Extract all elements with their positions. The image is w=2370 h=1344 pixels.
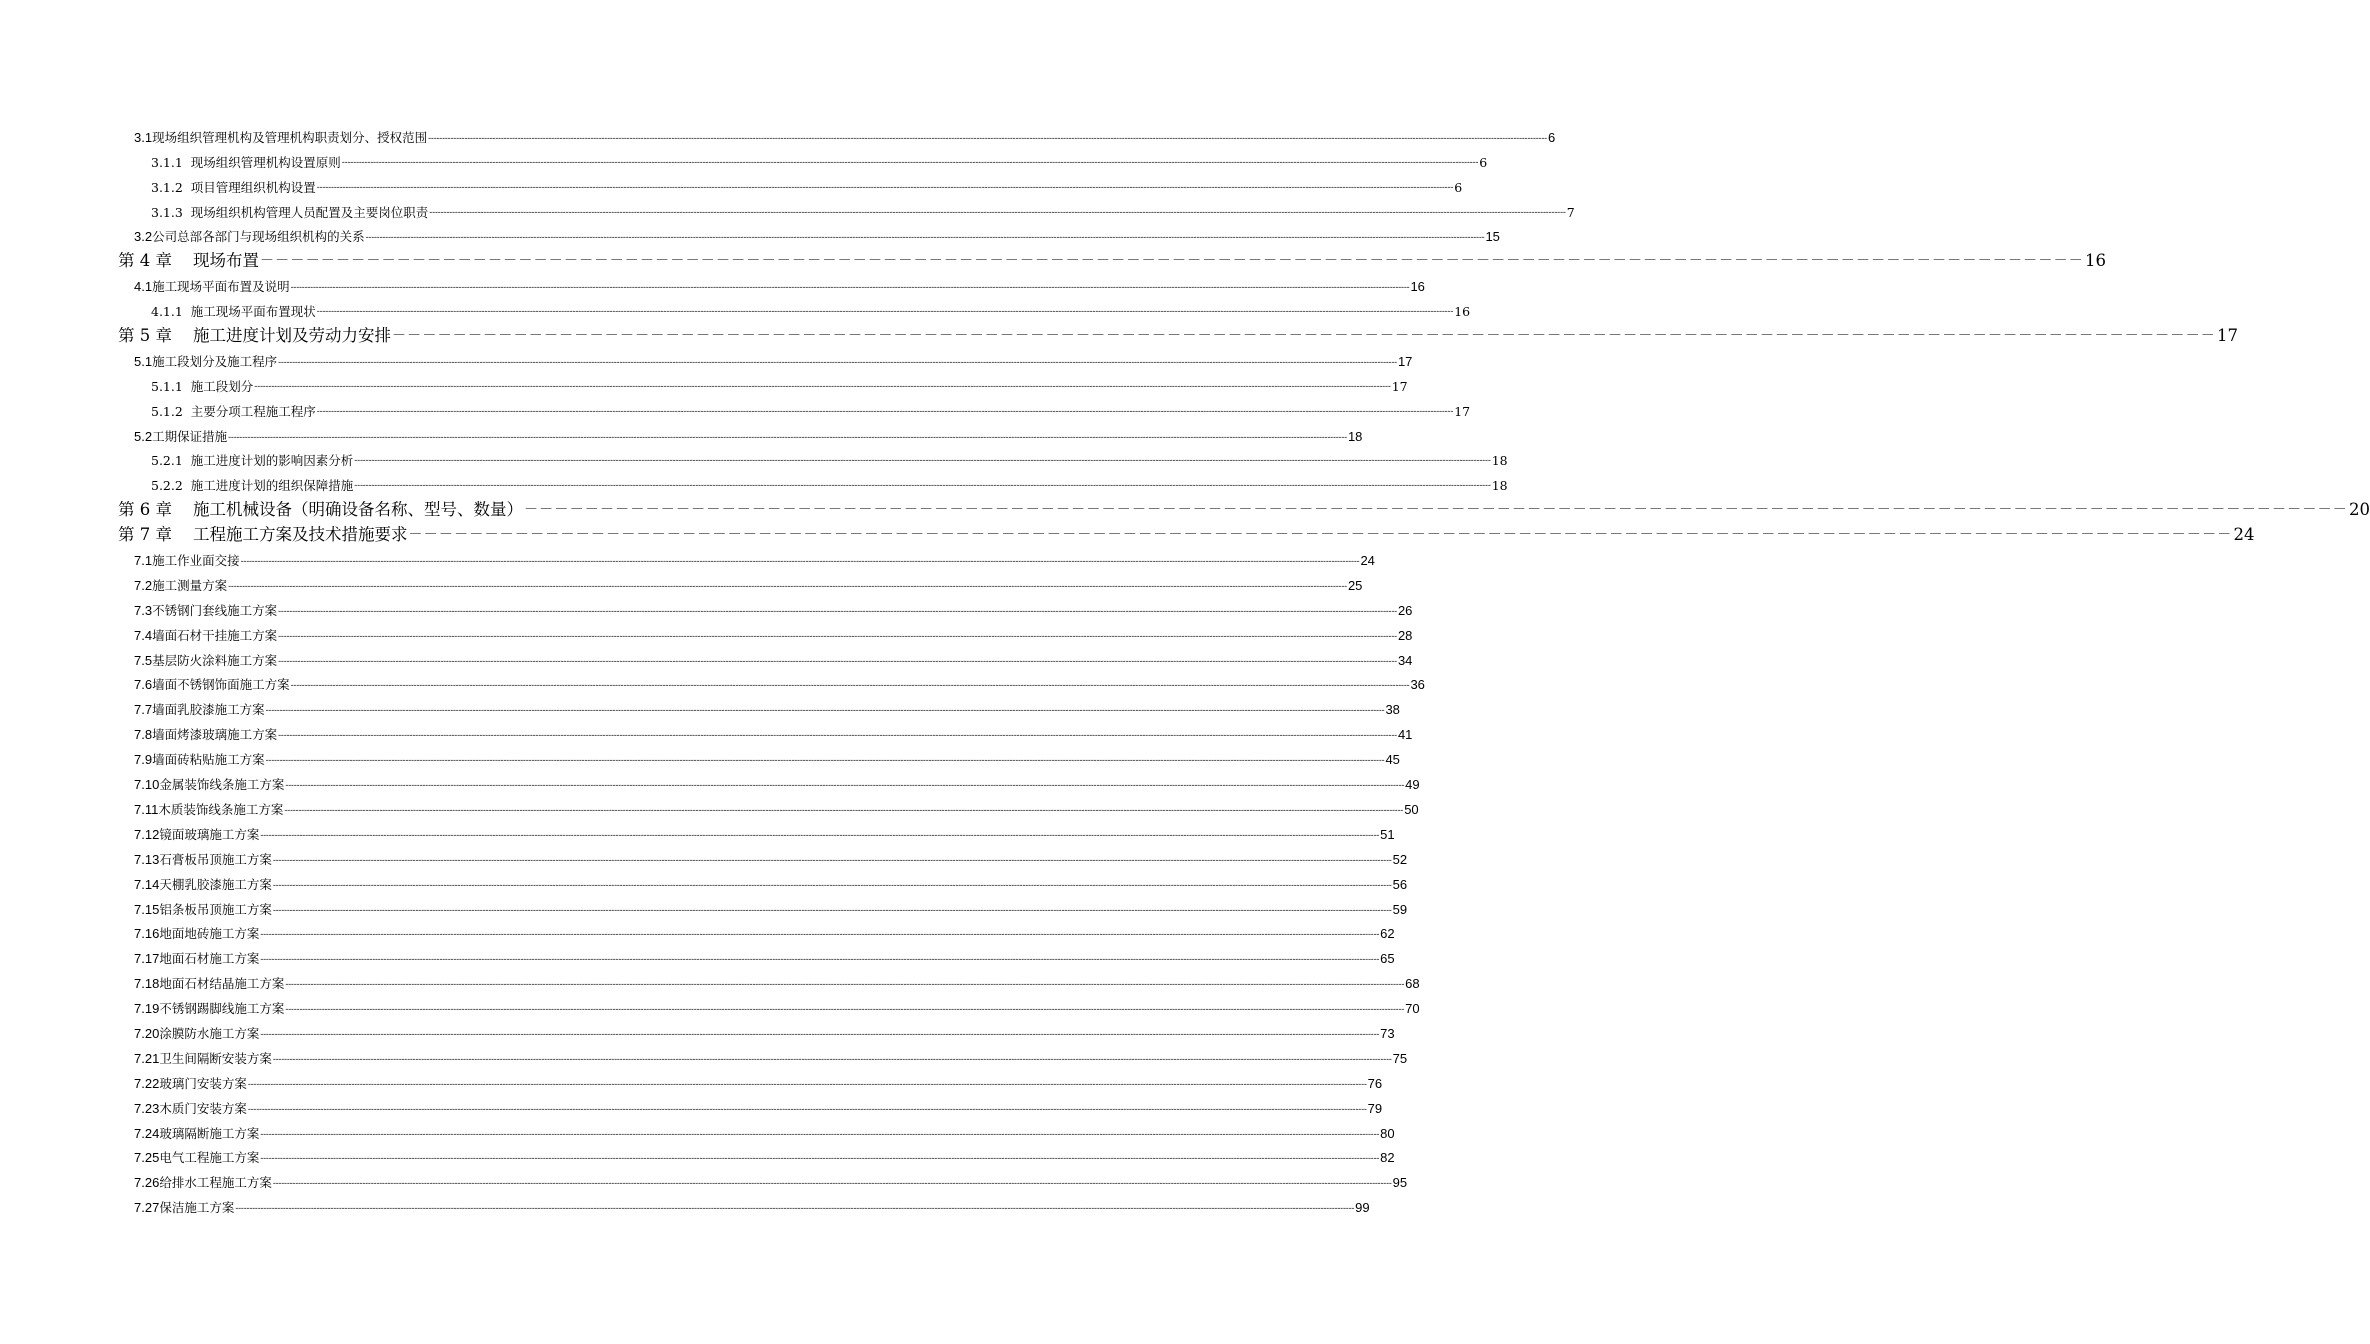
dot-leader: ---------------------------------------------------------------------------------------------------------------------------------------------------------------------------------------------------------------------------------------------------------------------------------------------------------------------------------------------------------------------------------------------------------------- [260,1128,1380,1139]
toc-entry-number: 3.2 [134,229,153,245]
toc-entry-number: 7.14 [134,876,160,892]
toc-entry-title: 施工现场平面布置现状 [190,304,316,320]
toc-entry[interactable] [134,1168,1408,1193]
toc-entry[interactable] [134,1144,1395,1169]
toc-entry[interactable] [134,621,1413,646]
toc-entry-title: 地面地砖施工方案 [159,926,260,942]
toc-entry-title: 涂膜防水施工方案 [159,1025,260,1041]
dot-leader: ---------------------------------------------------------------------------------------------------------------------------------------------------------------------------------------------------------------------------------------------------------------------------------------------------------------------------------------------------------------------------------------------------------------- [365,232,1485,243]
dot-leader: ---------------------------------------------------------------------------------------------------------------------------------------------------------------------------------------------------------------------------------------------------------------------------------------------------------------------------------------------------------------------------------------------------------------- [278,356,1397,367]
toc-entry-page-number: 70 [1405,1001,1420,1017]
toc-entry-spacer [183,402,191,422]
toc-entry-page-number: 41 [1397,727,1413,743]
toc-entry-number: 7.25 [134,1150,160,1166]
dot-leader: ---------------------------------------------------------------------------------------------------------------------------------------------------------------------------------------------------------------------------------------------------------------------------------------------------------------------------------------------------------------------------------------------------------------- [272,879,1392,890]
toc-entry[interactable] [134,870,1408,895]
toc-entry-page-number: 73 [1380,1025,1395,1041]
toc-entry-number: 7.15 [134,901,160,917]
toc-entry-title: 公司总部各部门与现场组织机构的关系 [152,229,365,245]
toc-entry-number: 7.2 [134,577,153,593]
toc-entry-title: 施工段划分及施工程序 [152,353,278,369]
toc-entry-spacer [172,250,193,272]
dot-leader: ---------------------------------------------------------------------------------------------------------------------------------------------------------------------------------------------------------------------------------------------------------------------------------------------------------------------------------------------------------------------------------------------------------------- [278,655,1397,666]
toc-entry-title: 现场组织管理机构及管理机构职责划分、授权范围 [152,129,428,145]
dot-leader: －－－－－－－－－－－－－－－－－－－－－－－－－－－－－－－－－－－－－－－－－－－－－－－－－－－－－－－－－－－－－－－－－－－－－－－－－－－－－－－－－－－－－－－－－－－－－－－－－－－－－－－－－－－－－－－－－－－－－－－－ [259,253,2084,270]
toc-entry-title: 基层防火涂料施工方案 [152,652,278,668]
toc-entry-number: 4.1 [134,279,153,295]
toc-entry-number: 7.18 [134,976,160,992]
toc-entry[interactable] [134,845,1408,870]
dot-leader: ---------------------------------------------------------------------------------------------------------------------------------------------------------------------------------------------------------------------------------------------------------------------------------------------------------------------------------------------------------------------------------------------------------------- [260,1028,1380,1039]
toc-entry-title: 施工进度计划及劳动力安排 [192,326,391,346]
toc-entry[interactable] [134,1094,1383,1119]
toc-entry[interactable] [151,397,1471,422]
toc-chapter-entry[interactable] [118,496,2370,521]
toc-entry-number: 7.11 [134,801,159,817]
toc-entry-page-number: 45 [1385,752,1400,768]
toc-entry[interactable] [134,123,1556,148]
toc-entry[interactable] [134,347,1413,372]
toc-entry-page-number: 24 [1360,553,1375,569]
toc-chapter-entry[interactable] [118,521,2255,546]
toc-entry[interactable] [134,671,1425,696]
toc-entry-title: 施工进度计划的影响因素分析 [190,453,354,469]
toc-entry-page-number: 26 [1397,602,1413,618]
dot-leader: －－－－－－－－－－－－－－－－－－－－－－－－－－－－－－－－－－－－－－－－－－－－－－－－－－－－－－－－－－－－－－－－－－－－－－－－－－－－－－－－－－－－－－－－－－－－－－－－－－－－－－－－－－－－－－－－－－－－－－－－ [523,502,2348,519]
toc-entry[interactable] [134,571,1363,596]
toc-entry-page-number: 50 [1404,801,1419,817]
dot-leader: ---------------------------------------------------------------------------------------------------------------------------------------------------------------------------------------------------------------------------------------------------------------------------------------------------------------------------------------------------------------------------------------------------------------- [247,1103,1367,1114]
toc-entry[interactable] [134,944,1395,969]
dot-leader: －－－－－－－－－－－－－－－－－－－－－－－－－－－－－－－－－－－－－－－－－－－－－－－－－－－－－－－－－－－－－－－－－－－－－－－－－－－－－－－－－－－－－－－－－－－－－－－－－－－－－－－－－－－－－－－－－－－－－－－－ [391,328,2216,345]
toc-entry[interactable] [151,372,1408,397]
toc-entry-page-number: 68 [1405,976,1420,992]
toc-entry[interactable] [134,895,1408,920]
dot-leader: ---------------------------------------------------------------------------------------------------------------------------------------------------------------------------------------------------------------------------------------------------------------------------------------------------------------------------------------------------------------------------------------------------------------- [272,904,1392,915]
toc-entry-title: 电气工程施工方案 [159,1150,260,1166]
toc-entry-spacer [172,499,193,521]
dot-leader: ---------------------------------------------------------------------------------------------------------------------------------------------------------------------------------------------------------------------------------------------------------------------------------------------------------------------------------------------------------------------------------------------------------------- [265,755,1385,766]
toc-entry-page-number: 25 [1347,577,1363,593]
dot-leader: ---------------------------------------------------------------------------------------------------------------------------------------------------------------------------------------------------------------------------------------------------------------------------------------------------------------------------------------------------------------------------------------------------------------- [341,157,1479,168]
dot-leader: ---------------------------------------------------------------------------------------------------------------------------------------------------------------------------------------------------------------------------------------------------------------------------------------------------------------------------------------------------------------------------------------------------------------- [285,1004,1405,1015]
toc-entry-number: 7.19 [134,1001,160,1017]
toc-entry-page-number: 6 [1547,129,1556,145]
dot-leader: ---------------------------------------------------------------------------------------------------------------------------------------------------------------------------------------------------------------------------------------------------------------------------------------------------------------------------------------------------------------------------------------------------------------- [260,954,1380,965]
toc-entry-title: 铝条板吊顶施工方案 [159,901,272,917]
toc-entry-title: 地面石材施工方案 [159,951,260,967]
toc-entry-page-number: 18 [1491,453,1508,469]
toc-entry-number: 3.1 [134,129,153,145]
toc-entry-page-number: 65 [1380,951,1395,967]
dot-leader: ---------------------------------------------------------------------------------------------------------------------------------------------------------------------------------------------------------------------------------------------------------------------------------------------------------------------------------------------------------------------------------------------------------------- [284,804,1404,815]
toc-entry-number: 7.7 [134,702,153,718]
toc-entry-number: 7.27 [134,1200,160,1216]
toc-entry-page-number: 17 [1391,378,1408,394]
dot-leader: ---------------------------------------------------------------------------------------------------------------------------------------------------------------------------------------------------------------------------------------------------------------------------------------------------------------------------------------------------------------------------------------------------------------- [429,207,1566,218]
dot-leader: ---------------------------------------------------------------------------------------------------------------------------------------------------------------------------------------------------------------------------------------------------------------------------------------------------------------------------------------------------------------------------------------------------------------- [235,1203,1355,1214]
toc-entry[interactable] [134,1069,1383,1094]
toc-entry-page-number: 17 [1454,403,1471,419]
table-of-contents [0,123,2370,1218]
toc-entry-title: 不锈钢踢脚线施工方案 [159,1001,285,1017]
toc-entry-number: 第 6 章 [118,500,172,520]
toc-entry[interactable] [151,148,1488,173]
toc-entry-number: 7.26 [134,1175,160,1191]
toc-entry-number: 7.20 [134,1025,160,1041]
toc-entry-title: 现场组织机构管理人员配置及主要岗位职责 [190,204,429,220]
toc-entry[interactable] [134,546,1375,571]
toc-entry-spacer [183,153,191,173]
toc-entry-page-number: 75 [1392,1050,1408,1066]
toc-entry-number: 7.9 [134,752,153,768]
dot-leader: ---------------------------------------------------------------------------------------------------------------------------------------------------------------------------------------------------------------------------------------------------------------------------------------------------------------------------------------------------------------------------------------------------------------- [260,829,1380,840]
toc-entry-page-number: 56 [1392,876,1408,892]
toc-entry-title: 卫生间隔断安装方案 [159,1050,272,1066]
toc-entry[interactable] [134,969,1420,994]
dot-leader: ---------------------------------------------------------------------------------------------------------------------------------------------------------------------------------------------------------------------------------------------------------------------------------------------------------------------------------------------------------------------------------------------------------------- [260,1153,1380,1164]
toc-entry-page-number: 6 [1454,179,1463,195]
dot-leader: ---------------------------------------------------------------------------------------------------------------------------------------------------------------------------------------------------------------------------------------------------------------------------------------------------------------------------------------------------------------------------------------------------------------- [278,730,1397,741]
toc-entry-title: 工期保证措施 [152,428,228,444]
toc-entry-page-number: 15 [1485,229,1500,245]
toc-entry-page-number: 59 [1392,901,1408,917]
toc-entry-page-number: 6 [1479,154,1488,170]
toc-entry-page-number: 17 [1397,353,1413,369]
dot-leader: ---------------------------------------------------------------------------------------------------------------------------------------------------------------------------------------------------------------------------------------------------------------------------------------------------------------------------------------------------------------------------------------------------------------- [272,1178,1392,1189]
toc-chapter-entry[interactable] [118,247,2106,272]
toc-entry-title: 不锈钢门套线施工方案 [152,602,278,618]
toc-entry-number: 5.1 [134,353,153,369]
toc-entry-title: 木质门安装方案 [159,1100,247,1116]
toc-entry-number: 7.21 [134,1050,160,1066]
dot-leader: ---------------------------------------------------------------------------------------------------------------------------------------------------------------------------------------------------------------------------------------------------------------------------------------------------------------------------------------------------------------------------------------------------------------- [316,307,1454,318]
toc-entry[interactable] [134,1119,1395,1144]
toc-entry-number: 第 4 章 [118,251,172,271]
toc-entry-number: 5.1.1 [151,378,183,394]
toc-entry-number: 5.2.1 [151,453,183,469]
toc-entry-page-number: 99 [1355,1200,1370,1216]
dot-leader: ---------------------------------------------------------------------------------------------------------------------------------------------------------------------------------------------------------------------------------------------------------------------------------------------------------------------------------------------------------------------------------------------------------------- [290,680,1410,691]
toc-entry-page-number: 79 [1367,1100,1383,1116]
toc-chapter-entry[interactable] [118,322,2238,347]
dot-leader: ---------------------------------------------------------------------------------------------------------------------------------------------------------------------------------------------------------------------------------------------------------------------------------------------------------------------------------------------------------------------------------------------------------------- [354,481,1491,492]
toc-entry-page-number: 36 [1410,677,1425,693]
toc-entry[interactable] [134,1044,1408,1069]
toc-entry-page-number: 7 [1566,204,1575,220]
toc-entry-page-number: 51 [1380,826,1395,842]
toc-entry-title: 地面石材结晶施工方案 [159,976,285,992]
toc-entry-number: 5.2.2 [151,478,183,494]
toc-entry-title: 主要分项工程施工程序 [190,403,316,419]
toc-entry[interactable] [151,471,1508,496]
toc-entry[interactable] [134,795,1419,820]
dot-leader: ---------------------------------------------------------------------------------------------------------------------------------------------------------------------------------------------------------------------------------------------------------------------------------------------------------------------------------------------------------------------------------------------------------------- [290,282,1410,293]
toc-entry-number: 7.5 [134,652,153,668]
toc-entry-page-number: 62 [1380,926,1395,942]
toc-entry[interactable] [134,1193,1370,1218]
toc-entry-number: 7.10 [134,777,160,793]
toc-entry-number: 3.1.1 [151,154,183,170]
toc-entry-spacer [172,325,193,347]
toc-entry-number: 第 5 章 [118,326,172,346]
toc-entry-number: 7.16 [134,926,160,942]
toc-entry-page-number: 52 [1392,851,1408,867]
toc-entry-page-number: 34 [1397,652,1413,668]
dot-leader: ---------------------------------------------------------------------------------------------------------------------------------------------------------------------------------------------------------------------------------------------------------------------------------------------------------------------------------------------------------------------------------------------------------------- [428,132,1547,143]
toc-entry-page-number: 80 [1380,1125,1395,1141]
dot-leader: ---------------------------------------------------------------------------------------------------------------------------------------------------------------------------------------------------------------------------------------------------------------------------------------------------------------------------------------------------------------------------------------------------------------- [285,979,1405,990]
toc-entry-title: 工程施工方案及技术措施要求 [192,525,408,545]
toc-entry-title: 玻璃隔断施工方案 [159,1125,260,1141]
toc-entry-title: 给排水工程施工方案 [159,1175,272,1191]
toc-entry[interactable] [134,422,1363,447]
toc-entry-number: 7.23 [134,1100,160,1116]
toc-entry-page-number: 24 [2233,525,2255,545]
toc-entry-title: 墙面乳胶漆施工方案 [152,702,265,718]
toc-entry-number: 5.1.2 [151,403,183,419]
toc-entry-title: 镜面玻璃施工方案 [159,826,260,842]
toc-entry[interactable] [151,198,1575,223]
dot-leader: ---------------------------------------------------------------------------------------------------------------------------------------------------------------------------------------------------------------------------------------------------------------------------------------------------------------------------------------------------------------------------------------------------------------- [316,182,1454,193]
dot-leader: ---------------------------------------------------------------------------------------------------------------------------------------------------------------------------------------------------------------------------------------------------------------------------------------------------------------------------------------------------------------------------------------------------------------- [278,605,1397,616]
toc-entry-title: 施工进度计划的组织保障措施 [190,478,354,494]
toc-entry-number: 第 7 章 [118,525,172,545]
toc-entry-title: 施工现场平面布置及说明 [152,279,290,295]
toc-entry[interactable] [134,596,1413,621]
toc-entry[interactable] [134,770,1420,795]
toc-entry-title: 项目管理组织机构设置 [190,179,316,195]
toc-entry-spacer [183,377,191,397]
toc-entry-number: 7.24 [134,1125,160,1141]
toc-entry-page-number: 82 [1380,1150,1395,1166]
dot-leader: ---------------------------------------------------------------------------------------------------------------------------------------------------------------------------------------------------------------------------------------------------------------------------------------------------------------------------------------------------------------------------------------------------------------- [272,854,1392,865]
toc-entry-number: 3.1.3 [151,204,183,220]
toc-entry-title: 施工测量方案 [152,577,228,593]
dot-leader: －－－－－－－－－－－－－－－－－－－－－－－－－－－－－－－－－－－－－－－－－－－－－－－－－－－－－－－－－－－－－－－－－－－－－－－－－－－－－－－－－－－－－－－－－－－－－－－－－－－－－－－－－－－－－－－－－－－－－－－－ [408,527,2233,544]
dot-leader: ---------------------------------------------------------------------------------------------------------------------------------------------------------------------------------------------------------------------------------------------------------------------------------------------------------------------------------------------------------------------------------------------------------------- [354,456,1491,467]
toc-entry-title: 墙面不锈钢饰面施工方案 [152,677,290,693]
dot-leader: ---------------------------------------------------------------------------------------------------------------------------------------------------------------------------------------------------------------------------------------------------------------------------------------------------------------------------------------------------------------------------------------------------------------- [260,929,1380,940]
toc-entry-title: 施工段划分 [190,378,254,394]
dot-leader: ---------------------------------------------------------------------------------------------------------------------------------------------------------------------------------------------------------------------------------------------------------------------------------------------------------------------------------------------------------------------------------------------------------------- [265,705,1385,716]
toc-entry-title: 墙面烤漆玻璃施工方案 [152,727,278,743]
toc-entry[interactable] [134,994,1420,1019]
toc-entry-title: 施工作业面交接 [152,553,240,569]
toc-entry-number: 5.2 [134,428,153,444]
toc-entry-title: 玻璃门安装方案 [159,1075,247,1091]
toc-entry-title: 墙面砖粘贴施工方案 [152,752,265,768]
toc-entry-page-number: 49 [1405,777,1420,793]
toc-entry-spacer [183,178,191,198]
toc-entry-title: 现场布置 [192,251,259,271]
toc-entry-spacer [183,451,191,471]
toc-entry[interactable] [134,745,1400,770]
toc-entry-title: 天棚乳胶漆施工方案 [159,876,272,892]
toc-entry-page-number: 20 [2348,500,2370,520]
toc-entry-page-number: 16 [1454,304,1471,320]
toc-entry-number: 7.12 [134,826,160,842]
toc-entry[interactable] [134,695,1400,720]
toc-entry-title: 金属装饰线条施工方案 [159,777,285,793]
toc-entry-number: 7.6 [134,677,153,693]
toc-entry-spacer [183,476,191,496]
dot-leader: ---------------------------------------------------------------------------------------------------------------------------------------------------------------------------------------------------------------------------------------------------------------------------------------------------------------------------------------------------------------------------------------------------------------- [254,381,1391,392]
toc-entry[interactable] [134,920,1395,945]
toc-entry-title: 石膏板吊顶施工方案 [159,851,272,867]
toc-entry-page-number: 28 [1397,627,1413,643]
toc-entry-page-number: 16 [1410,279,1425,295]
dot-leader: ---------------------------------------------------------------------------------------------------------------------------------------------------------------------------------------------------------------------------------------------------------------------------------------------------------------------------------------------------------------------------------------------------------------- [247,1078,1367,1089]
toc-entry-spacer [183,203,191,223]
toc-entry[interactable] [134,646,1413,671]
toc-entry-number: 7.22 [134,1075,160,1091]
toc-entry-page-number: 18 [1491,478,1508,494]
toc-entry-page-number: 16 [2084,251,2106,271]
toc-entry[interactable] [151,447,1508,472]
toc-entry-page-number: 76 [1367,1075,1383,1091]
toc-entry-page-number: 38 [1385,702,1400,718]
toc-entry-title: 木质装饰线条施工方案 [158,801,284,817]
toc-entry-number: 7.8 [134,727,153,743]
toc-entry-spacer [172,524,193,546]
toc-entry-number: 7.1 [134,553,153,569]
dot-leader: ---------------------------------------------------------------------------------------------------------------------------------------------------------------------------------------------------------------------------------------------------------------------------------------------------------------------------------------------------------------------------------------------------------------- [228,580,1347,591]
toc-entry-page-number: 18 [1347,428,1363,444]
toc-entry[interactable] [134,223,1500,248]
toc-entry[interactable] [151,297,1471,322]
toc-entry[interactable] [134,720,1413,745]
toc-entry[interactable] [134,820,1395,845]
toc-entry[interactable] [151,173,1463,198]
toc-entry-number: 7.4 [134,627,153,643]
toc-entry-title: 墙面石材干挂施工方案 [152,627,278,643]
toc-entry-number: 7.3 [134,602,153,618]
dot-leader: ---------------------------------------------------------------------------------------------------------------------------------------------------------------------------------------------------------------------------------------------------------------------------------------------------------------------------------------------------------------------------------------------------------------- [285,780,1405,791]
toc-entry-title: 现场组织管理机构设置原则 [190,154,341,170]
toc-entry-number: 4.1.1 [151,304,183,320]
dot-leader: ---------------------------------------------------------------------------------------------------------------------------------------------------------------------------------------------------------------------------------------------------------------------------------------------------------------------------------------------------------------------------------------------------------------- [240,556,1360,567]
toc-entry-page-number: 17 [2216,326,2238,346]
toc-entry-spacer [183,302,191,322]
toc-entry-number: 7.17 [134,951,160,967]
toc-entry-title: 施工机械设备（明确设备名称、型号、数量） [192,500,523,520]
dot-leader: ---------------------------------------------------------------------------------------------------------------------------------------------------------------------------------------------------------------------------------------------------------------------------------------------------------------------------------------------------------------------------------------------------------------- [228,431,1347,442]
toc-entry[interactable] [134,272,1425,297]
toc-entry-page-number: 95 [1392,1175,1408,1191]
toc-entry-title: 保洁施工方案 [159,1200,235,1216]
dot-leader: ---------------------------------------------------------------------------------------------------------------------------------------------------------------------------------------------------------------------------------------------------------------------------------------------------------------------------------------------------------------------------------------------------------------- [272,1053,1392,1064]
dot-leader: ---------------------------------------------------------------------------------------------------------------------------------------------------------------------------------------------------------------------------------------------------------------------------------------------------------------------------------------------------------------------------------------------------------------- [316,406,1454,417]
toc-entry[interactable] [134,1019,1395,1044]
dot-leader: ---------------------------------------------------------------------------------------------------------------------------------------------------------------------------------------------------------------------------------------------------------------------------------------------------------------------------------------------------------------------------------------------------------------- [278,630,1397,641]
toc-entry-number: 7.13 [134,851,160,867]
toc-entry-number: 3.1.2 [151,179,183,195]
